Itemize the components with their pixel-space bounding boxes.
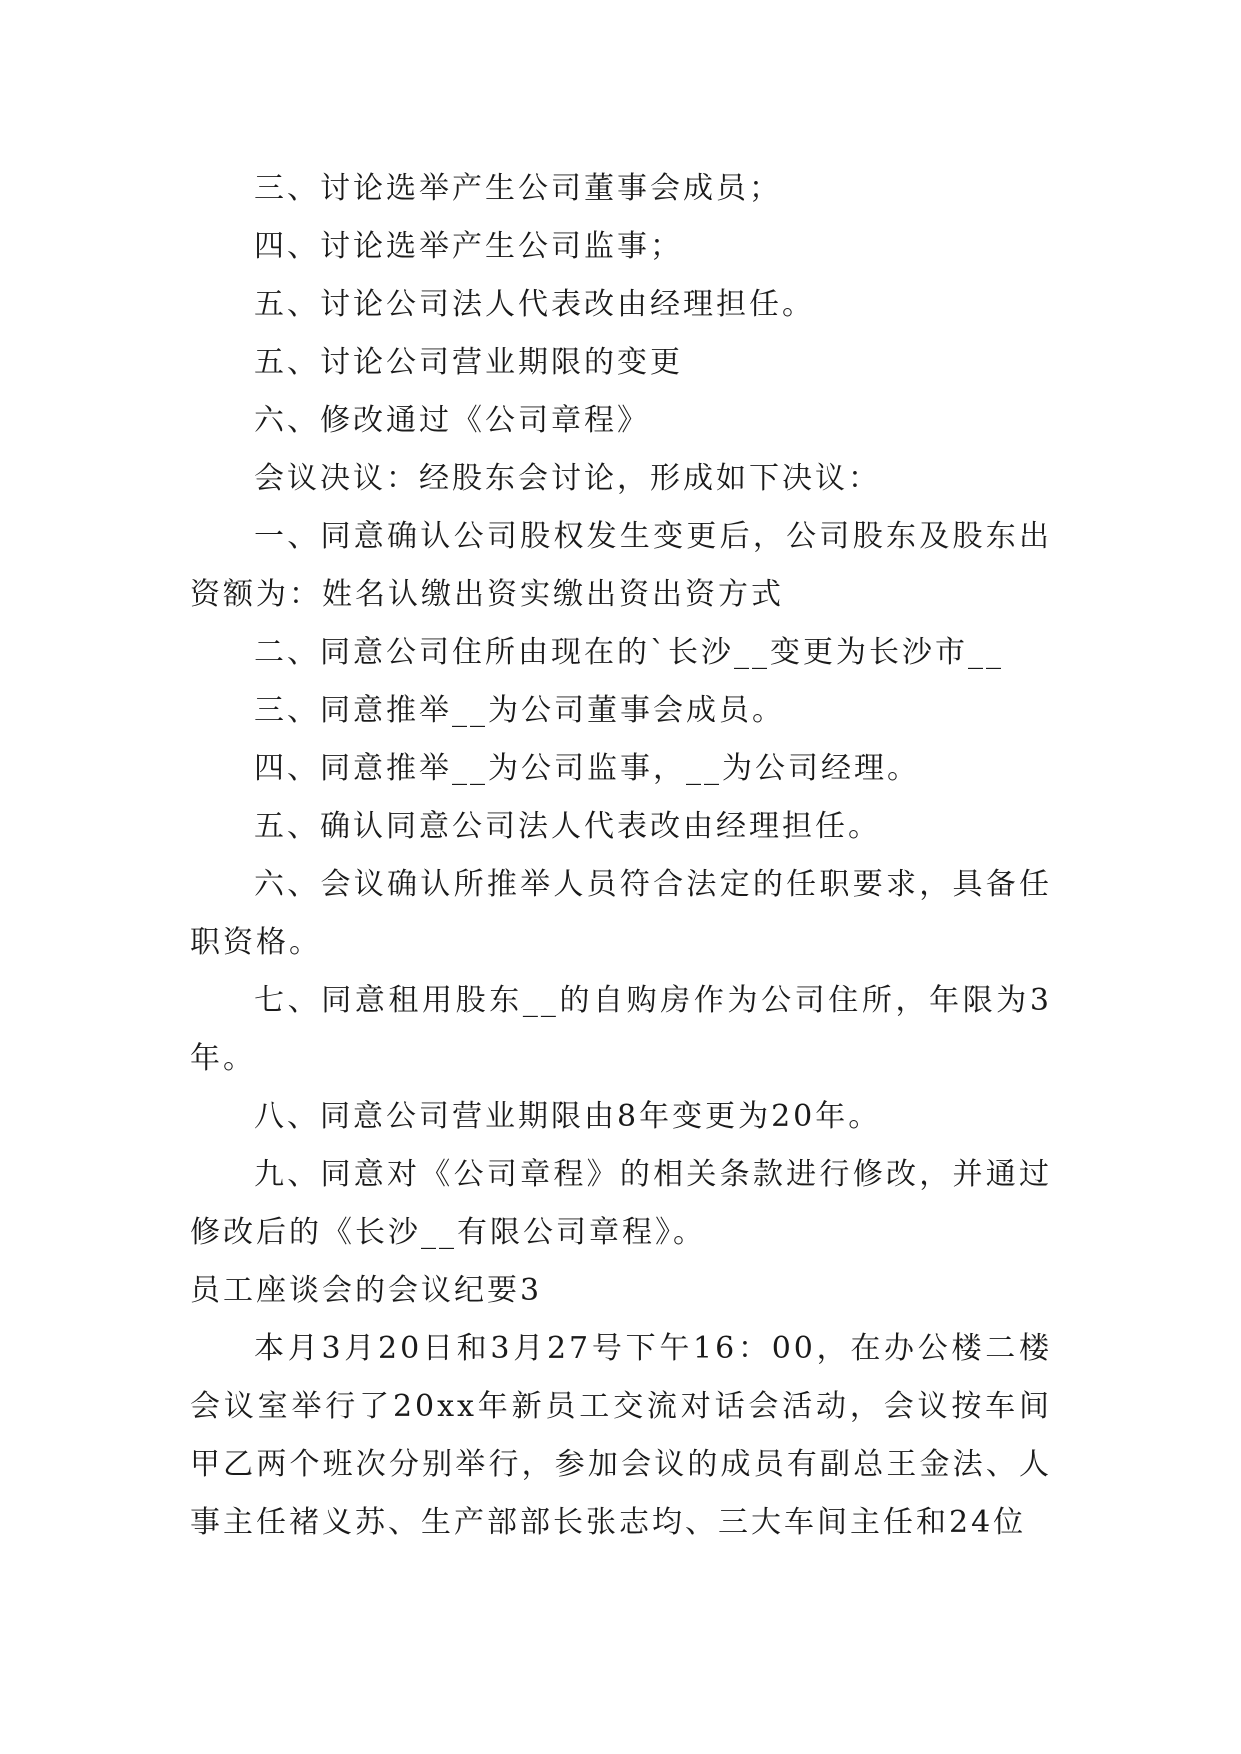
paragraph-13: 七、同意租用股东__的自购房作为公司住所，年限为3年。 <box>190 983 1052 1076</box>
paragraph-17: 本月3月20日和3月27号下午16：00，在办公楼二楼会议室举行了20xx年新员工交流对话会活动，会议按车间甲乙两个班次分别举行，参加会议的成员有副总王金法、人事主任褚义苏、生产部部长张志均、三大车间主任和24位 <box>190 1331 1052 1540</box>
paragraph-2: 四、讨论选举产生公司监事； <box>254 229 683 264</box>
document-page <box>190 160 1052 1552</box>
section-heading: 员工座谈会的会议纪要3 <box>190 1273 543 1308</box>
paragraph-5: 六、修改通过《公司章程》 <box>254 403 650 438</box>
paragraph-8: 二、同意公司住所由现在的`长沙__变更为长沙市__ <box>254 635 1004 670</box>
paragraph-3: 五、讨论公司法人代表改由经理担任。 <box>254 287 815 322</box>
paragraph-4: 五、讨论公司营业期限的变更 <box>254 345 683 380</box>
paragraph-10: 四、同意推举__为公司监事，__为公司经理。 <box>254 751 920 786</box>
paragraph-9: 三、同意推举__为公司董事会成员。 <box>254 693 785 728</box>
paragraph-14: 八、同意公司营业期限由8年变更为20年。 <box>254 1099 882 1134</box>
paragraph-12: 六、会议确认所推举人员符合法定的任职要求，具备任职资格。 <box>190 867 1052 960</box>
paragraph-7: 一、同意确认公司股权发生变更后，公司股东及股东出资额为：姓名认缴出资实缴出资出资方式 <box>190 519 1052 612</box>
paragraph-1: 三、讨论选举产生公司董事会成员； <box>254 171 782 206</box>
paragraph-11: 五、确认同意公司法人代表改由经理担任。 <box>254 809 881 844</box>
paragraph-15: 九、同意对《公司章程》的相关条款进行修改，并通过修改后的《长沙__有限公司章程》。 <box>190 1157 1052 1250</box>
paragraph-6: 会议决议：经股东会讨论，形成如下决议： <box>254 461 881 496</box>
